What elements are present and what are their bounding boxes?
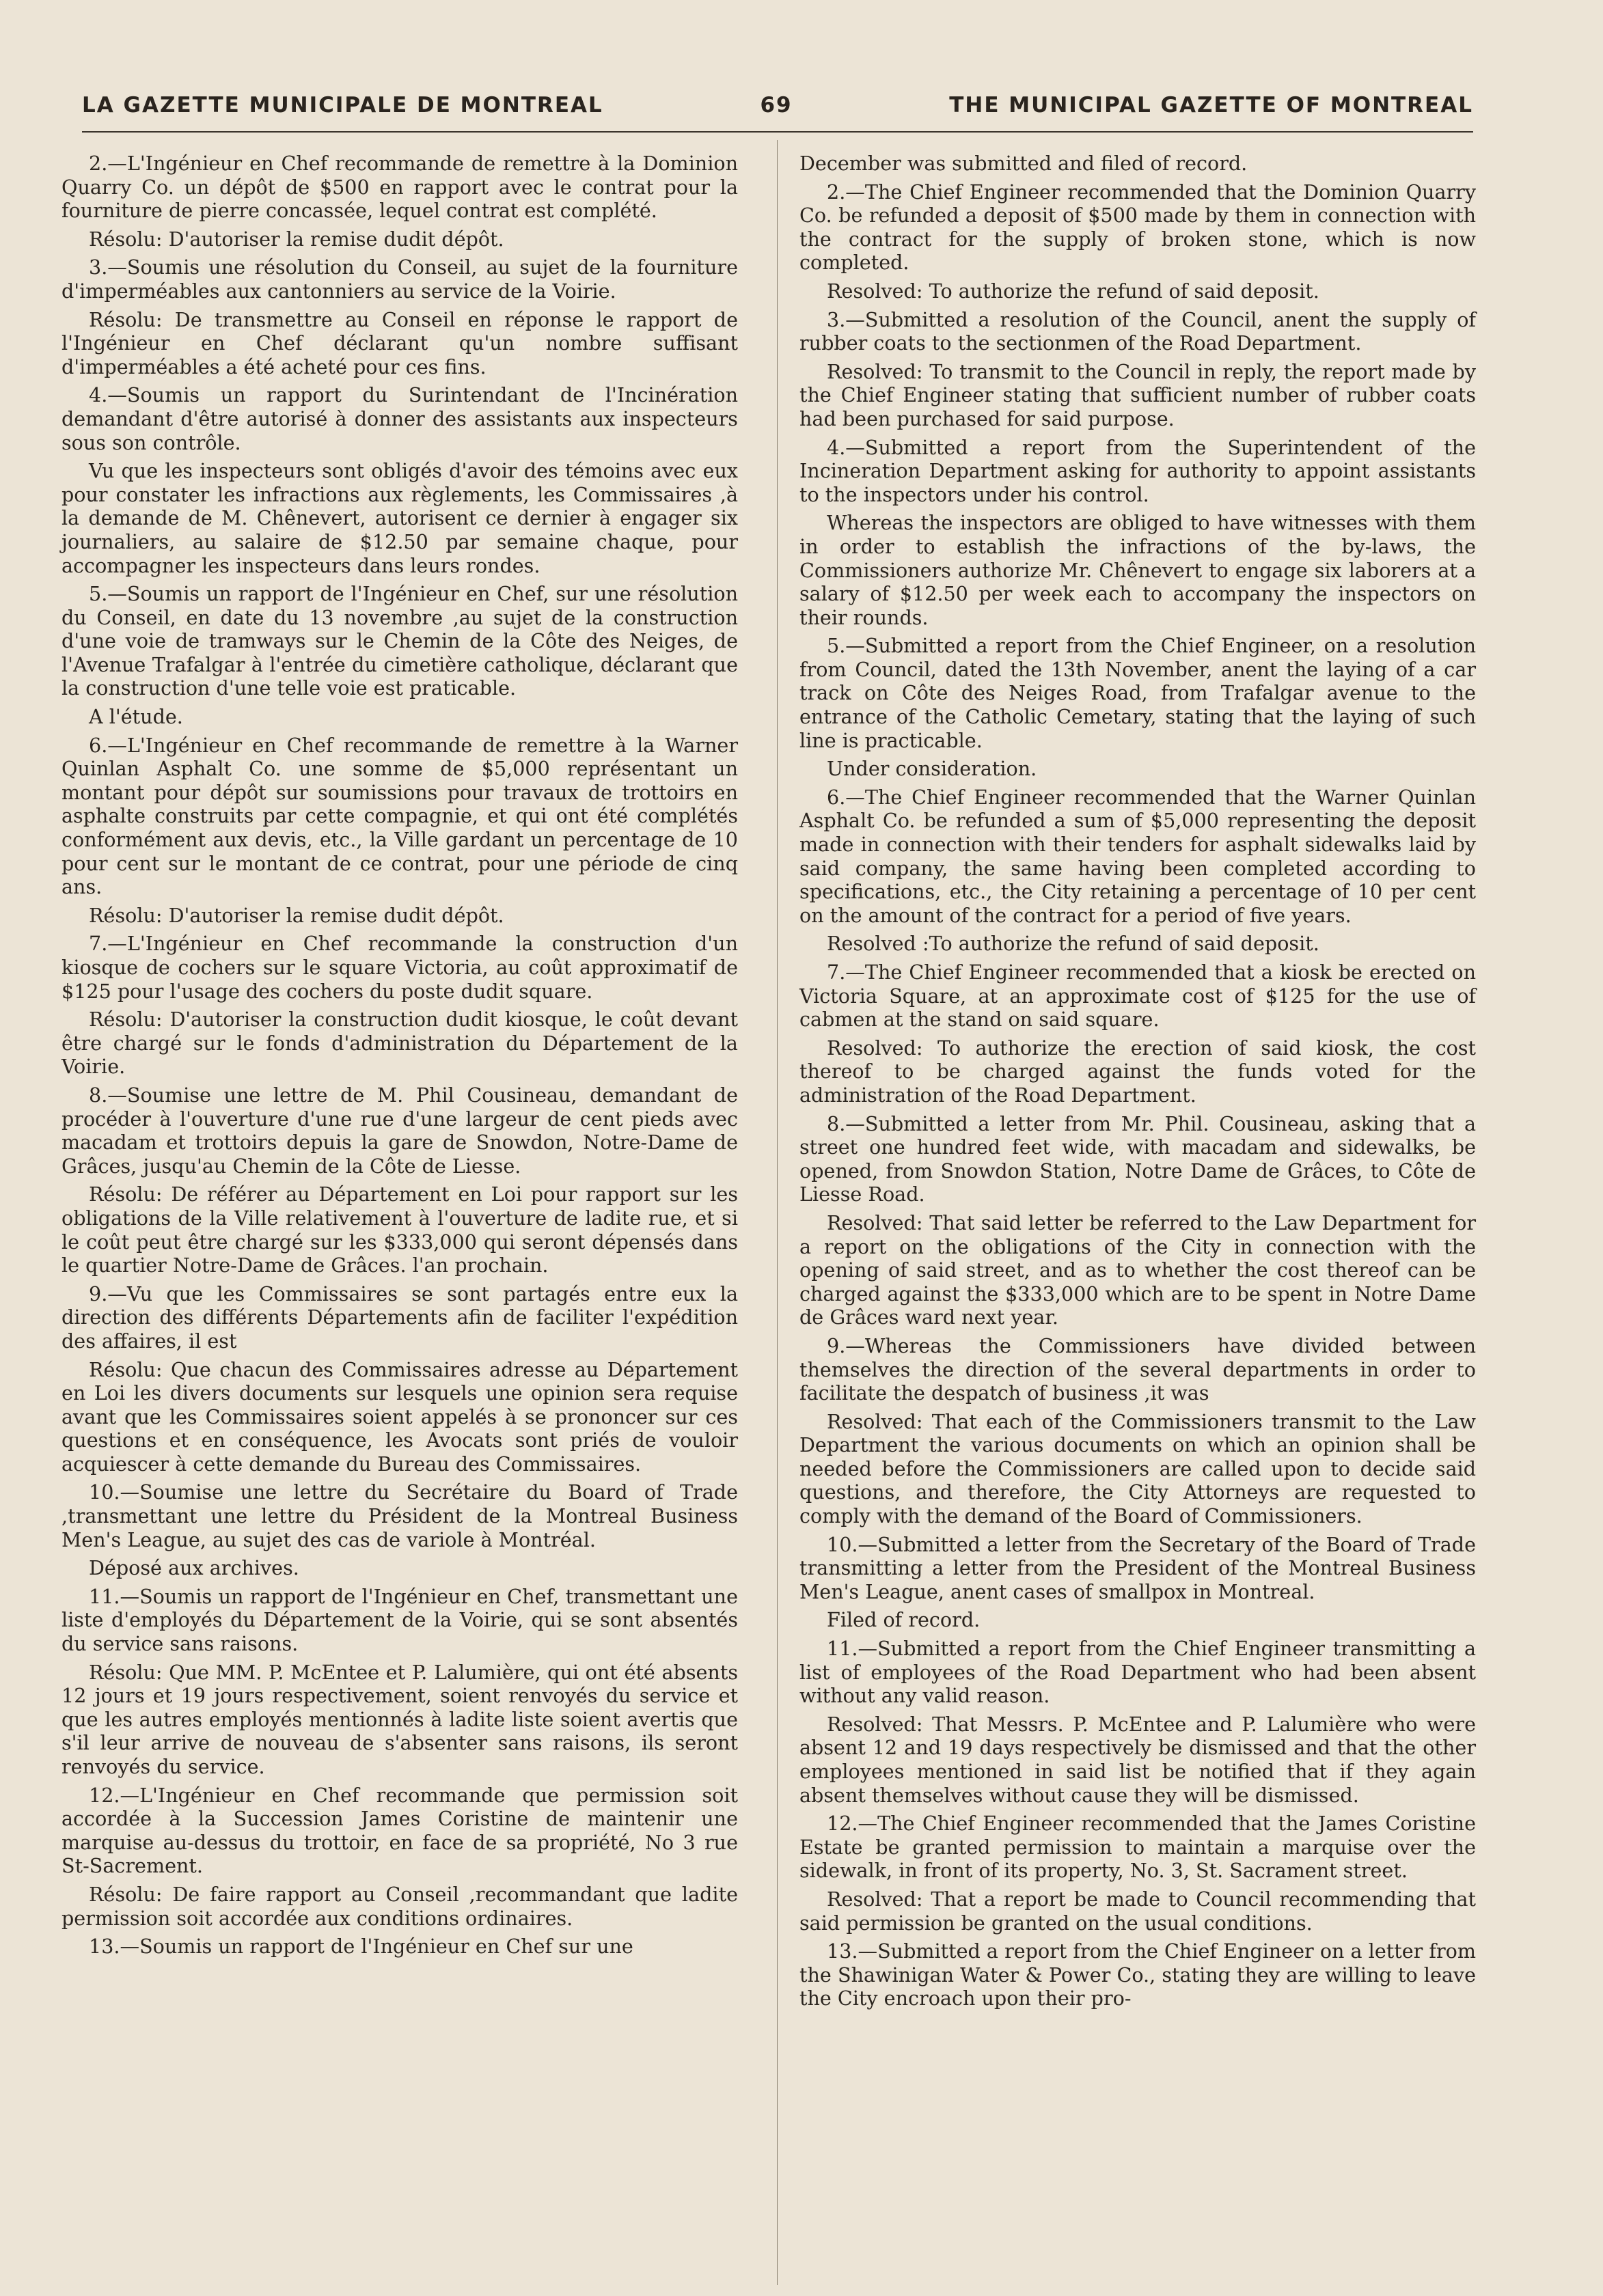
- english-paragraph: Under consideration.: [827, 757, 1037, 781]
- header-rule: [82, 131, 1473, 133]
- french-paragraph: A l'étude.: [89, 705, 183, 729]
- french-paragraph: 11.—Soumis un rapport de l'Ingénieur en Chef, transmettant une liste d'employés du Département de la Voirie, qui se sont absentés du service sans raisons.: [61, 1584, 738, 1656]
- french-paragraph: 3.—Soumis une résolution du Conseil, au sujet de la fourniture d'imperméables aux cantonniers au service de la Voirie.: [61, 255, 738, 303]
- english-paragraph: Resolved: That said letter be referred to the Law Department for a report on the obligations of the City in connection with the opening of said street, and as to whether the cost thereof can be charged against the $333,000 which are to be spent in Notre Dame de Grâces ward next year.: [799, 1211, 1476, 1329]
- french-paragraph: Résolu: D'autoriser la remise dudit dépôt.: [89, 903, 504, 927]
- english-paragraph: Resolved: To authorize the refund of said deposit.: [827, 279, 1319, 303]
- english-paragraph: 11.—Submitted a report from the Chief Engineer transmitting a list of employees of the Road Department who had been absent without any valid reason.: [799, 1637, 1476, 1708]
- english-paragraph: Resolved :To authorize the refund of said deposit.: [827, 932, 1319, 956]
- english-paragraph: Resolved: That each of the Commissioners transmit to the Law Department the various documents on which an opinion shall be needed before the Commissioners are called upon to decide said questions, and therefore, the City Attorneys are requested to comply with the demand of the Board of Commissioners.: [799, 1409, 1476, 1528]
- english-paragraph: 2.—The Chief Engineer recommended that the Dominion Quarry Co. be refunded a deposit of $500 made by them in connection with the contract for the supply of broken stone, which is now completed.: [799, 180, 1476, 275]
- french-paragraph: Résolu: Que MM. P. McEntee et P. Lalumière, qui ont été absents 12 jours et 19 jours respectivement, soient renvoyés du service et que les autres employés mentionnés à ladite liste soient avertis que s'il leur arrive de nouveau de s'absenter sans raisons, ils seront renvoyés du service.: [61, 1660, 738, 1778]
- french-column: [61, 152, 738, 1963]
- english-paragraph: Resolved: To transmit to the Council in reply, the report made by the Chief Engineer stating that sufficient number of rubber coats had been purchased for said purpose.: [799, 359, 1476, 430]
- english-paragraph: 9.—Whereas the Commissioners have divided between themselves the direction of the several departments in order to facilitate the despatch of business ,it was: [799, 1333, 1476, 1405]
- english-paragraph: Resolved: That Messrs. P. McEntee and P. Lalumière who were absent 12 and 19 days respectively be dismissed and that the other employees mentioned in said list be notified that if they again absent themselves without cause they will be dismissed.: [799, 1712, 1476, 1807]
- french-paragraph: 4.—Soumis un rapport du Surintendant de l'Incinération demandant d'être autorisé à donner des assistants aux inspecteurs sous son contrôle.: [61, 383, 738, 454]
- french-paragraph: Résolu: D'autoriser la remise dudit dépôt.: [89, 227, 504, 251]
- french-paragraph: Résolu: D'autoriser la construction dudit kiosque, le coût devant être chargé sur le fonds d'administration du Département de la Voirie.: [61, 1008, 738, 1079]
- header-french-title: LA GAZETTE MUNICIPALE DE MONTREAL: [82, 93, 603, 117]
- french-paragraph: Résolu: De faire rapport au Conseil ,recommandant que ladite permission soit accordée aux conditions ordinaires.: [61, 1882, 738, 1930]
- english-paragraph: 10.—Submitted a letter from the Secretary of the Board of Trade transmitting a letter from the President of the Montreal Business Men's League, anent cases of smallpox in Montreal.: [799, 1532, 1476, 1603]
- french-paragraph: Vu que les inspecteurs sont obligés d'avoir des témoins avec eux pour constater les infractions aux règlements, les Commissaires ,à la demande de M. Chênevert, autorisent ce dernier à engager six journaliers, au salaire de $12.50 par semaine chaque, pour accompagner les inspecteurs dans leurs rondes.: [61, 459, 738, 577]
- english-paragraph: 5.—Submitted a report from the Chief Engineer, on a resolution from Council, dated the 13th November, anent the laying of a car track on Côte des Neiges Road, from Trafalgar avenue to the entrance of the Catholic Cemetary, stating that the laying of such line is practicable.: [799, 634, 1476, 752]
- english-paragraph: 7.—The Chief Engineer recommended that a kiosk be erected on Victoria Square, at an approximate cost of $125 for the use of cabmen at the stand on said square.: [799, 960, 1476, 1032]
- french-paragraph: 7.—L'Ingénieur en Chef recommande la construction d'un kiosque de cochers sur le square Victoria, au coût approximatif de $125 pour l'usage des cochers du poste dudit square.: [61, 932, 738, 1003]
- english-paragraph: Filed of record.: [827, 1608, 981, 1632]
- english-paragraph: 8.—Submitted a letter from Mr. Phil. Cousineau, asking that a street one hundred feet wide, with macadam and sidewalks, be opened, from Snowdon Station, Notre Dame de Grâces, to Côte de Liesse Road.: [799, 1111, 1476, 1206]
- english-paragraph: Whereas the inspectors are obliged to have witnesses with them in order to establish the infractions of the by-laws, the Commissioners authorize Mr. Chênevert to engage six laborers at a salary of $12.50 per week each to accompany the inspectors on their rounds.: [799, 511, 1476, 629]
- page-header: [82, 85, 1473, 126]
- english-paragraph: 12.—The Chief Engineer recommended that the James Coristine Estate be granted permission to maintain a marquise over the sidewalk, in front of its property, No. 3, St. Sacrament street.: [799, 1812, 1476, 1883]
- french-paragraph: 9.—Vu que les Commissaires se sont partagés entre eux la direction des différents Départements afin de faciliter l'expédition des affaires, il est: [61, 1282, 738, 1353]
- french-paragraph: Résolu: De référer au Département en Loi pour rapport sur les obligations de la Ville relativement à l'ouverture de ladite rue, et si le coût peut être chargé sur les $333,000 qui seront dépensés dans le quartier Notre-Dame de Grâces. l'an prochain.: [61, 1182, 738, 1277]
- english-paragraph: 13.—Submitted a report from the Chief Engineer on a letter from the Shawinigan Water & Power Co., stating they are willing to leave the City encroach upon their pro-: [799, 1939, 1476, 2010]
- english-paragraph: 4.—Submitted a report from the Superintendent of the Incineration Department asking for authority to appoint assistants to the inspectors under his control.: [799, 435, 1476, 506]
- header-english-title: THE MUNICIPAL GAZETTE OF MONTREAL: [949, 93, 1473, 117]
- english-paragraph: 3.—Submitted a resolution of the Council, anent the supply of rubber coats to the sectionmen of the Road Department.: [799, 307, 1476, 355]
- french-paragraph: 12.—L'Ingénieur en Chef recommande que permission soit accordée à la Succession James Coristine de maintenir une marquise au-dessus du trottoir, en face de sa propriété, No 3 rue St-Sacrement.: [61, 1783, 738, 1878]
- english-paragraph: Resolved: That a report be made to Council recommending that said permission be granted on the usual conditions.: [799, 1887, 1476, 1935]
- french-paragraph: 2.—L'Ingénieur en Chef recommande de remettre à la Dominion Quarry Co. un dépôt de $500 en rapport avec le contrat pour la fourniture de pierre concassée, lequel contrat est complété.: [61, 152, 738, 223]
- french-paragraph: 6.—L'Ingénieur en Chef recommande de remettre à la Warner Quinlan Asphalt Co. une somme de $5,000 représentant un montant pour dépôt sur soumissions pour travaux de trottoirs en asphalte construits par cette compagnie, et qui ont été complétés conformément aux devis, etc., la Ville gardant un percentage de 10 pour cent sur le montant de ce contrat, pour une période de cinq ans.: [61, 733, 738, 899]
- english-column: [799, 152, 1476, 2015]
- english-paragraph: 6.—The Chief Engineer recommended that the Warner Quinlan Asphalt Co. be refunded a sum of $5,000 representing the deposit made in connection with their tenders for asphalt sidewalks laid by said company, the same having been completed according to specifications, etc., the City retaining a percentage of 10 per cent on the amount of the contract for a period of five years.: [799, 785, 1476, 927]
- column-divider: [777, 140, 778, 2285]
- english-paragraph: Resolved: To authorize the erection of said kiosk, the cost thereof to be charged against the funds voted for the administration of the Road Department.: [799, 1036, 1476, 1107]
- french-paragraph: 13.—Soumis un rapport de l'Ingénieur en Chef sur une: [89, 1935, 633, 1959]
- french-paragraph: 10.—Soumise une lettre du Secrétaire du Board of Trade ,transmettant une lettre du Président de la Montreal Business Men's League, au sujet des cas de variole à Montréal.: [61, 1480, 738, 1551]
- page-number: 69: [760, 93, 793, 117]
- english-paragraph: December was submitted and filed of record.: [799, 152, 1248, 175]
- french-paragraph: Déposé aux archives.: [89, 1556, 299, 1580]
- french-paragraph: Résolu: De transmettre au Conseil en réponse le rapport de l'Ingénieur en Chef déclarant qu'un nombre suffisant d'imperméables a été acheté pour ces fins.: [61, 307, 738, 378]
- french-paragraph: 8.—Soumise une lettre de M. Phil Cousineau, demandant de procéder à l'ouverture d'une rue d'une largeur de cent pieds avec macadam et trottoirs depuis la gare de Snowdon, Notre-Dame de Grâces, jusqu'au Chemin de la Côte de Liesse.: [61, 1083, 738, 1178]
- french-paragraph: Résolu: Que chacun des Commissaires adresse au Département en Loi les divers documents sur lesquels une opinion sera requise avant que les Commissaires soient appelés à se prononcer sur ces questions et en conséquence, les Avocats sont priés de vouloir acquiescer à cette demande du Bureau des Commissaires.: [61, 1357, 738, 1476]
- french-paragraph: 5.—Soumis un rapport de l'Ingénieur en Chef, sur une résolution du Conseil, en date du 13 novembre ,au sujet de la construction d'une voie de tramways sur le Chemin de la Côte des Neiges, de l'Avenue Trafalgar à l'entrée du cimetière catholique, déclarant que la construction d'une telle voie est praticable.: [61, 582, 738, 700]
